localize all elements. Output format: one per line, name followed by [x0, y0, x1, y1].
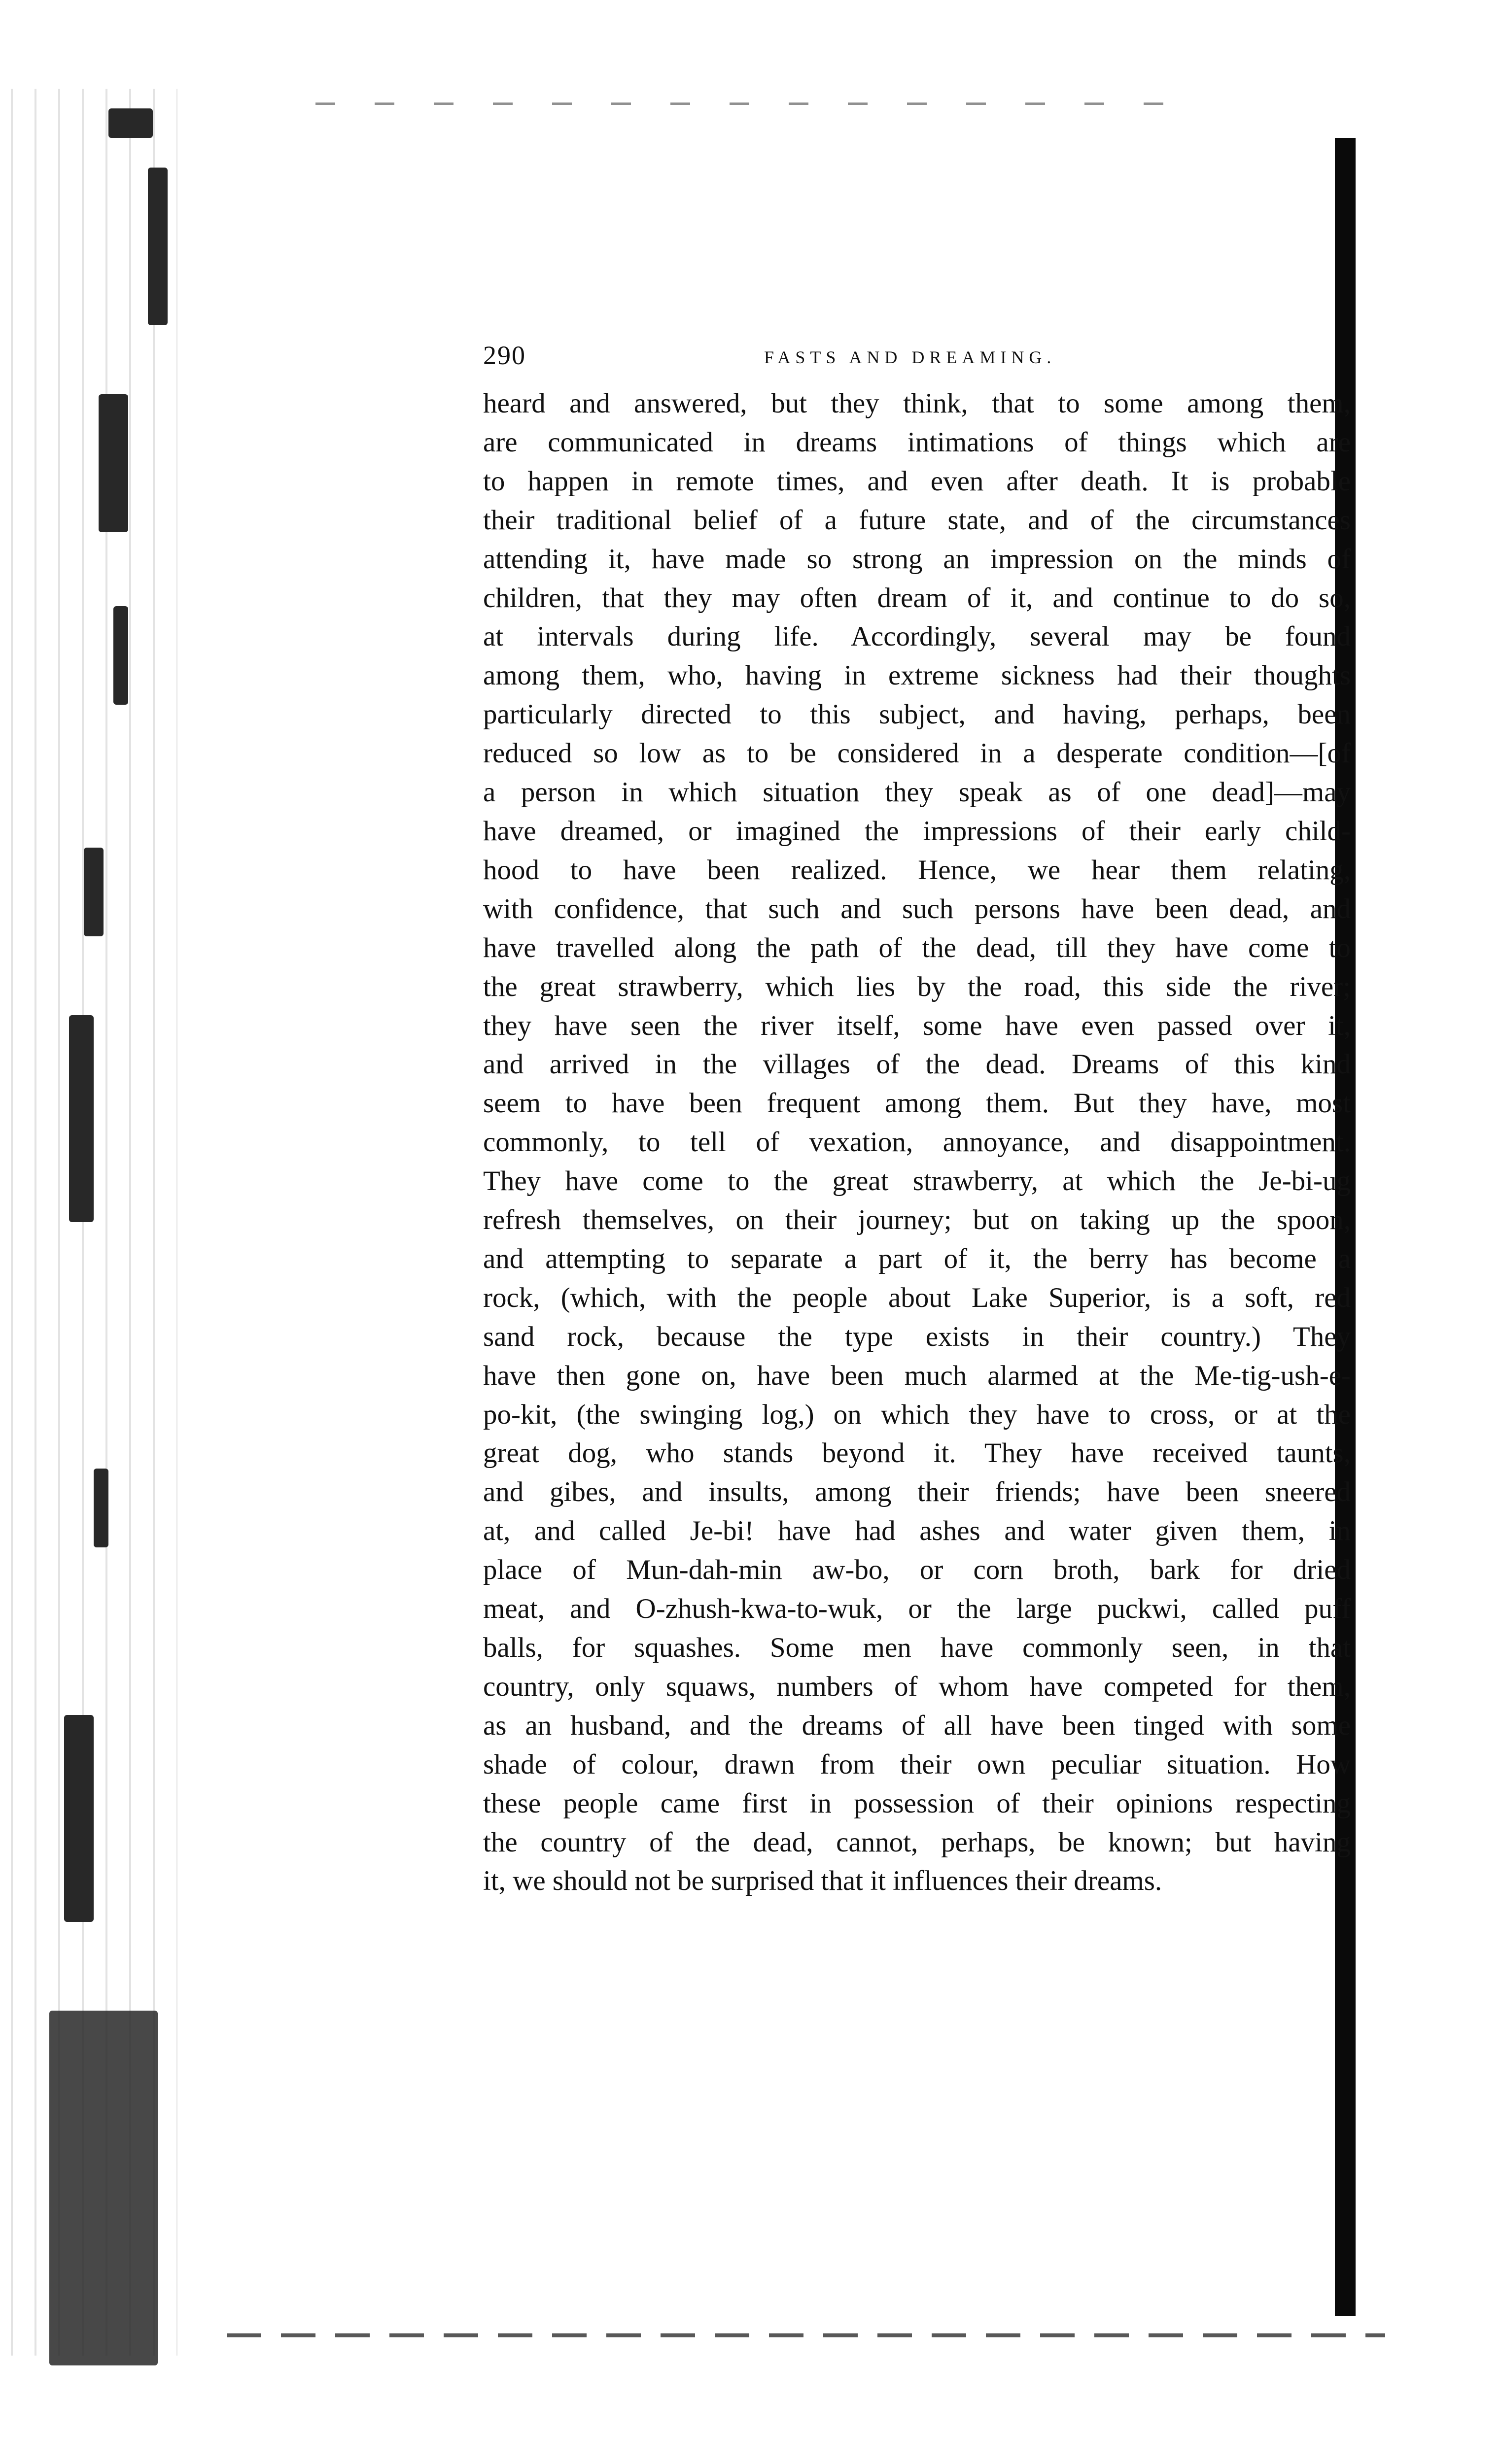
text-line: great dog, who stands beyond it. They have received taunts, [483, 1437, 1351, 1469]
text-line: and attempting to separate a part of it, the berry has become a [483, 1243, 1351, 1274]
text-line: have then gone on, have been much alarmed at the Me-tig-ush-e- [483, 1360, 1351, 1391]
text-line: the great strawberry, which lies by the road, this side the river; [483, 971, 1351, 1002]
bottom-edge-marks [227, 2333, 1385, 2337]
text-line: po-kit, (the swinging log,) on which they have to cross, or at the [483, 1399, 1351, 1430]
text-line: a person in which situation they speak as of one dead]—may [483, 777, 1351, 808]
text-line: with confidence, that such and such persons have been dead, and [483, 893, 1351, 924]
text-line: They have come to the great strawberry, at which the Je-bi-ug [483, 1165, 1351, 1197]
book-page [483, 340, 1351, 1901]
text-line: country, only squaws, numbers of whom have competed for them, [483, 1671, 1351, 1702]
text-line: balls, for squashes. Some men have commonly seen, in that [483, 1632, 1351, 1663]
text-line: reduced so low as to be considered in a desperate condition—[of [483, 738, 1351, 769]
body-text [483, 384, 1351, 1901]
text-line: to happen in remote times, and even after death. It is probable [483, 465, 1351, 497]
text-line: and gibes, and insults, among their friends; have been sneered [483, 1476, 1351, 1508]
text-line: commonly, to tell of vexation, annoyance, and disappointment. [483, 1127, 1351, 1158]
text-line: sand rock, because the type exists in their country.) They [483, 1321, 1351, 1352]
running-title: FASTS AND DREAMING. [764, 347, 1056, 367]
text-line: heard and answered, but they think, that to some among them, [483, 388, 1351, 419]
text-line: meat, and O-zhush-kwa-to-wuk, or the large puckwi, called puff [483, 1593, 1351, 1625]
running-head [483, 340, 1351, 384]
text-line: and arrived in the villages of the dead. Dreams of this kind [483, 1049, 1351, 1080]
text-line: attending it, have made so strong an impression on the minds of [483, 543, 1351, 575]
text-line: they have seen the river itself, some have even passed over it, [483, 1010, 1351, 1041]
text-line: it, we should not be surprised that it influences their dreams. [483, 1865, 1162, 1897]
top-edge-marks [315, 103, 1203, 105]
text-line: as an husband, and the dreams of all have been tinged with some [483, 1710, 1351, 1741]
text-line: have travelled along the path of the dead, till they have come to [483, 932, 1351, 963]
text-line: rock, (which, with the people about Lake Superior, is a soft, red [483, 1282, 1351, 1313]
text-line: their traditional belief of a future state, and of the circumstances [483, 504, 1351, 536]
text-line: are communicated in dreams intimations of things which are [483, 426, 1351, 458]
text-line: seem to have been frequent among them. But they have, most [483, 1088, 1351, 1119]
text-line: at, and called Je-bi! have had ashes and water given them, in [483, 1515, 1351, 1547]
text-line: at intervals during life. Accordingly, several may be found [483, 621, 1351, 652]
text-line: shade of colour, drawn from their own peculiar situation. How [483, 1748, 1351, 1780]
text-line: hood to have been realized. Hence, we hear them relating, [483, 854, 1351, 886]
left-page-edge [0, 89, 177, 2356]
text-line: refresh themselves, on their journey; but on taking up the spoon, [483, 1204, 1351, 1236]
text-line: children, that they may often dream of it, and continue to do so, [483, 582, 1351, 614]
text-line: particularly directed to this subject, and having, perhaps, been [483, 699, 1351, 730]
text-line: the country of the dead, cannot, perhaps, be known; but having [483, 1826, 1351, 1858]
text-line: among them, who, having in extreme sickness had their thoughts [483, 660, 1351, 691]
text-line: place of Mun-dah-min aw-bo, or corn broth, bark for dried [483, 1554, 1351, 1586]
page-number: 290 [483, 341, 526, 370]
text-line: have dreamed, or imagined the impressions of their early child- [483, 815, 1351, 847]
text-line: these people came first in possession of their opinions respecting [483, 1787, 1351, 1819]
